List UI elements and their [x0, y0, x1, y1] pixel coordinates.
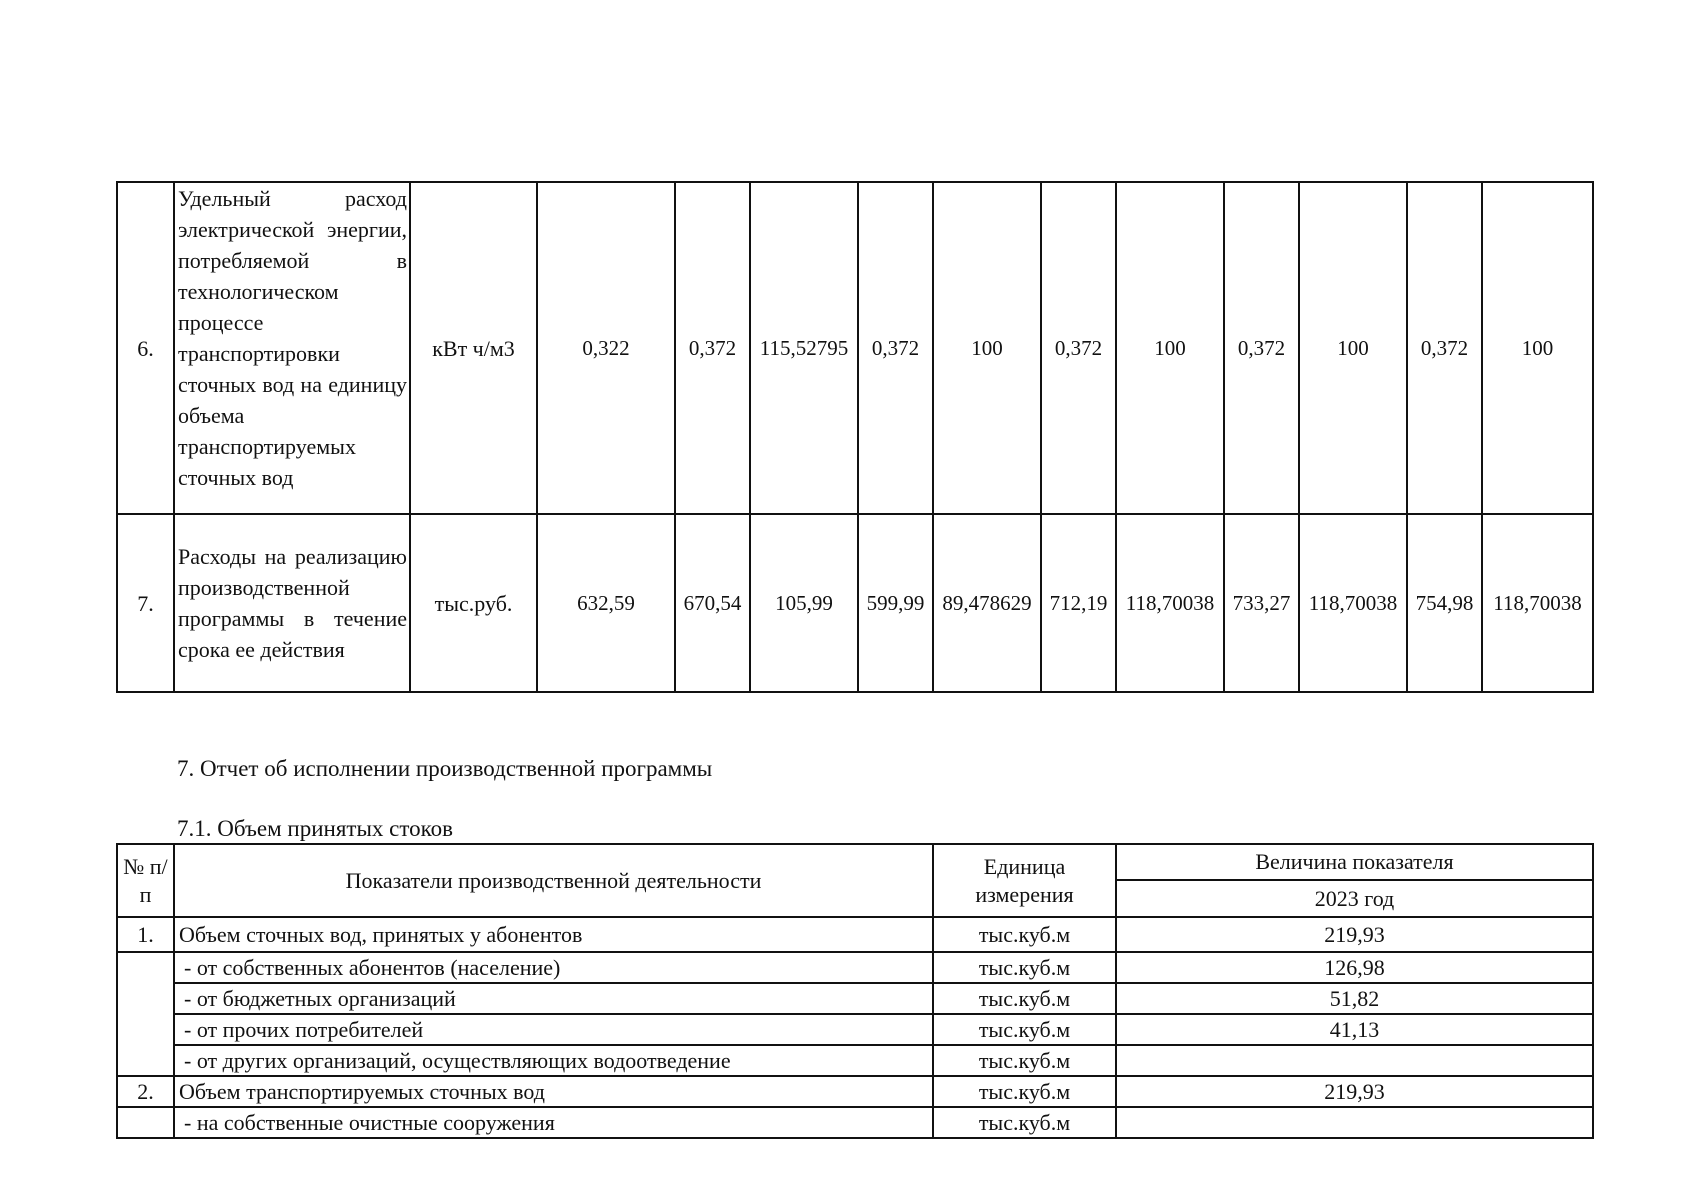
unit-cell: тыс.куб.м — [933, 1076, 1116, 1107]
row-number — [117, 952, 174, 1076]
subsection-title: 7.1. Объем принятых стоков — [177, 816, 453, 841]
header-number: № п/п — [117, 844, 174, 917]
unit-cell: тыс.куб.м — [933, 1107, 1116, 1138]
value-cell: 100 — [1116, 182, 1224, 514]
value-cell: 100 — [1299, 182, 1407, 514]
value-cell: 754,98 — [1407, 514, 1482, 692]
table-row — [117, 952, 1593, 983]
unit-cell: тыс.куб.м — [933, 1014, 1116, 1045]
indicator-name: Расходы на реализацию производственной программы в течение срока ее действия — [174, 514, 410, 692]
indicator-label: - от прочих потребителей — [174, 1014, 933, 1045]
table-row — [117, 1107, 1593, 1138]
header-year: 2023 год — [1116, 880, 1593, 917]
unit-cell: тыс.куб.м — [933, 952, 1116, 983]
value-cell: 89,478629 — [933, 514, 1041, 692]
value-cell: 118,70038 — [1116, 514, 1224, 692]
value-cell: 115,52795 — [750, 182, 858, 514]
value-cell: 0,322 — [537, 182, 675, 514]
accepted-wastewater-table — [116, 843, 1594, 1139]
indicator-label: - на собственные очистные сооружения — [174, 1107, 933, 1138]
value-cell: 670,54 — [675, 514, 750, 692]
header-indicator: Показатели производственной деятельности — [174, 844, 933, 917]
value-cell: 712,19 — [1041, 514, 1116, 692]
indicator-name: Удельный расход электрической энергии, потребляемой в технологическом процессе транспортировки сточных вод на единицу объема транспортируемых сточных вод — [174, 182, 410, 514]
table-header-row — [117, 844, 1593, 880]
indicator-label: Объем сточных вод, принятых у абонентов — [174, 917, 933, 952]
indicator-label: - от собственных абонентов (население) — [174, 952, 933, 983]
row-number: 1. — [117, 917, 174, 952]
value-cell: 41,13 — [1116, 1014, 1593, 1045]
value-cell: 100 — [1482, 182, 1593, 514]
value-cell: 51,82 — [1116, 983, 1593, 1014]
value-cell: 733,27 — [1224, 514, 1299, 692]
indicator-label: Объем транспортируемых сточных вод — [174, 1076, 933, 1107]
value-cell: 0,372 — [858, 182, 933, 514]
unit-cell: кВт ч/м3 — [410, 182, 537, 514]
section-title: 7. Отчет об исполнении производственной программы — [177, 756, 713, 781]
value-cell: 599,99 — [858, 514, 933, 692]
value-cell: 632,59 — [537, 514, 675, 692]
table-row — [117, 514, 1593, 692]
table-row — [117, 983, 1593, 1014]
value-cell — [1116, 1107, 1593, 1138]
value-cell: 118,70038 — [1299, 514, 1407, 692]
value-cell: 0,372 — [675, 182, 750, 514]
value-cell: 100 — [933, 182, 1041, 514]
value-cell: 0,372 — [1041, 182, 1116, 514]
value-cell: 126,98 — [1116, 952, 1593, 983]
value-cell: 105,99 — [750, 514, 858, 692]
header-value: Величина показателя — [1116, 844, 1593, 880]
row-number: 2. — [117, 1076, 174, 1107]
row-number: 6. — [117, 182, 174, 514]
value-cell: 0,372 — [1224, 182, 1299, 514]
table-row — [117, 1014, 1593, 1045]
unit-cell: тыс.куб.м — [933, 1045, 1116, 1076]
value-cell: 118,70038 — [1482, 514, 1593, 692]
value-cell: 219,93 — [1116, 917, 1593, 952]
indicators-table — [116, 181, 1594, 693]
value-cell — [1116, 1045, 1593, 1076]
header-unit: Единица измерения — [933, 844, 1116, 917]
row-number — [117, 1107, 174, 1138]
table-row — [117, 182, 1593, 514]
value-cell: 0,372 — [1407, 182, 1482, 514]
table-row — [117, 917, 1593, 952]
value-cell: 219,93 — [1116, 1076, 1593, 1107]
unit-cell: тыс.куб.м — [933, 983, 1116, 1014]
indicator-label: - от бюджетных организаций — [174, 983, 933, 1014]
table-row — [117, 1045, 1593, 1076]
unit-cell: тыс.руб. — [410, 514, 537, 692]
row-number: 7. — [117, 514, 174, 692]
indicator-label: - от других организаций, осуществляющих водоотведение — [174, 1045, 933, 1076]
unit-cell: тыс.куб.м — [933, 917, 1116, 952]
table-row — [117, 1076, 1593, 1107]
